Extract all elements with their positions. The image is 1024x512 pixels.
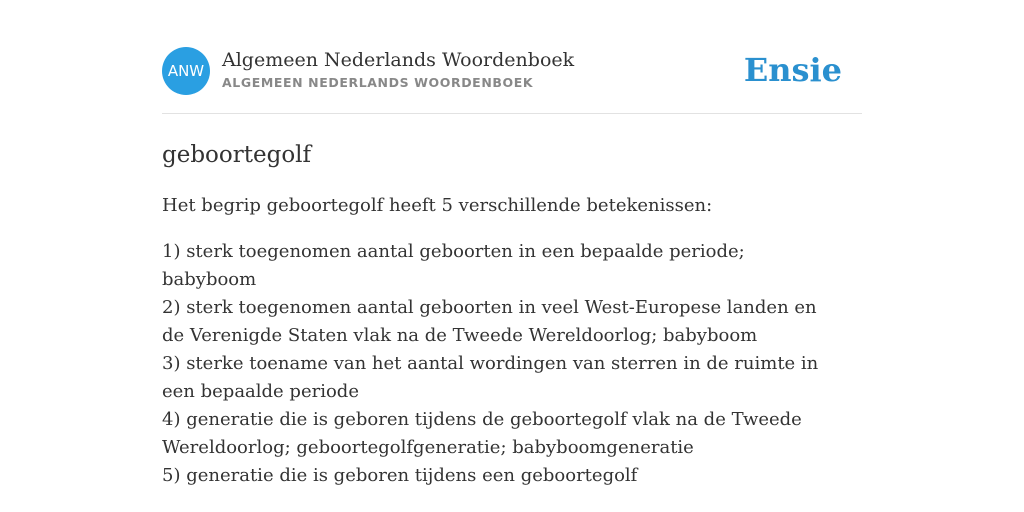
definition-item: 5) generatie die is geboren tijdens een geboortegolf xyxy=(162,465,638,486)
definition-item: 3) sterke toename van het aantal wordingen van sterren in de ruimte in een bepaalde periode xyxy=(162,353,819,402)
logo-text: ANW xyxy=(167,62,205,80)
definition-item: 4) generatie die is geboren tijdens de geboortegolf vlak na de Tweede Wereldoorlog; geboortegolfgeneratie; babyboomgeneratie xyxy=(162,409,802,458)
definition-item: 1) sterk toegenomen aantal geboorten in een bepaalde periode; babyboom xyxy=(162,241,745,290)
entry-term: geboortegolf xyxy=(162,142,312,168)
entry-intro: Het begrip geboortegolf heeft 5 verschillende betekenissen: xyxy=(162,195,713,216)
anw-logo[interactable] xyxy=(162,47,210,95)
source-subtitle: ALGEMEEN NEDERLANDS WOORDENBOEK xyxy=(222,75,534,90)
source-header xyxy=(162,46,862,96)
ensie-logo[interactable]: Ensie xyxy=(743,51,842,89)
page-container xyxy=(162,0,862,490)
header-divider xyxy=(162,113,862,114)
source-info xyxy=(222,48,574,94)
definition-item: 2) sterk toegenomen aantal geboorten in veel West-Europese landen en de Verenigde Staten vlak na de Tweede Wereldoorlog; babyboom xyxy=(162,297,817,346)
source-title[interactable]: Algemeen Nederlands Woordenboek xyxy=(222,49,575,71)
definition-list xyxy=(162,238,842,490)
